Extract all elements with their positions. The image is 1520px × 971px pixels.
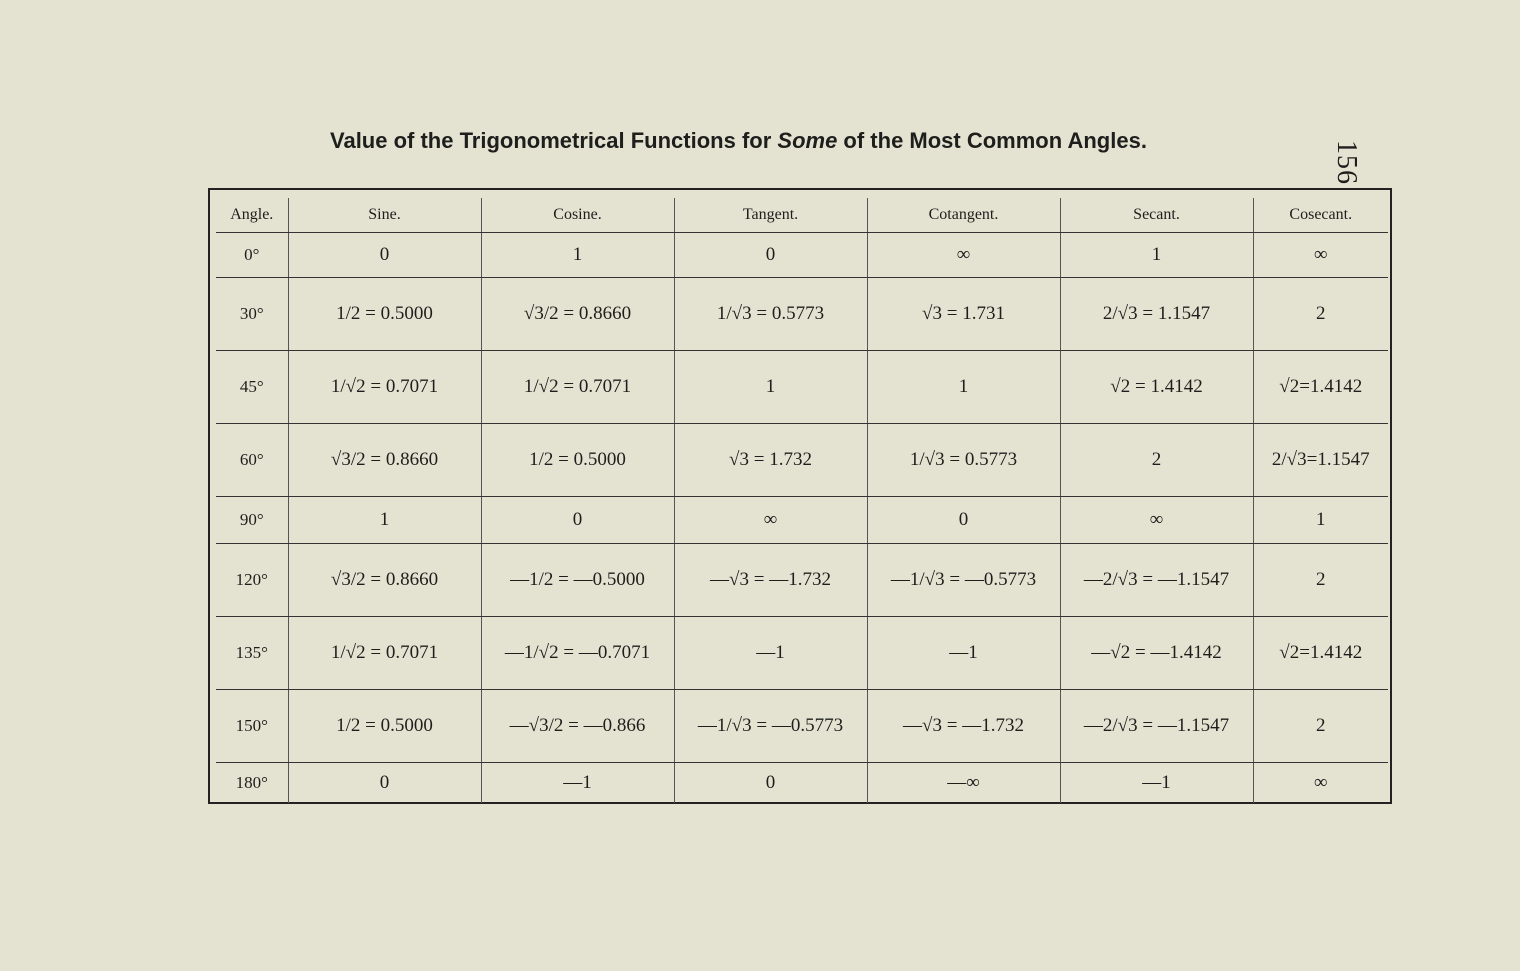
secant-cell: —√2 = —1.4142 bbox=[1060, 617, 1253, 690]
page-number: 156 bbox=[1331, 140, 1362, 185]
table-row bbox=[216, 763, 1388, 804]
angle-cell: 120° bbox=[216, 544, 288, 617]
cosecant-cell: 2/√3=1.1547 bbox=[1253, 424, 1388, 497]
table-row bbox=[216, 497, 1388, 544]
tangent-cell: —1 bbox=[674, 617, 867, 690]
angle-cell: 180° bbox=[216, 763, 288, 804]
tangent-cell: 1/√3 = 0.5773 bbox=[674, 278, 867, 351]
title-part-1: Value of the Trigonometrical Functions for bbox=[330, 128, 778, 153]
tangent-cell: ∞ bbox=[674, 497, 867, 544]
sine-cell: √3/2 = 0.8660 bbox=[288, 424, 481, 497]
cosecant-cell: 2 bbox=[1253, 690, 1388, 763]
cotangent-cell: —1 bbox=[867, 617, 1060, 690]
cosine-cell: 1 bbox=[481, 233, 674, 278]
tangent-cell: —1/√3 = —0.5773 bbox=[674, 690, 867, 763]
tangent-cell: 0 bbox=[674, 763, 867, 804]
secant-cell: √2 = 1.4142 bbox=[1060, 351, 1253, 424]
cosine-cell: —√3/2 = —0.866 bbox=[481, 690, 674, 763]
header-secant: Secant. bbox=[1060, 198, 1253, 233]
cotangent-cell: ∞ bbox=[867, 233, 1060, 278]
cosine-cell: —1/√2 = —0.7071 bbox=[481, 617, 674, 690]
sine-cell: 1/√2 = 0.7071 bbox=[288, 351, 481, 424]
cosecant-cell: 2 bbox=[1253, 278, 1388, 351]
sine-cell: 1 bbox=[288, 497, 481, 544]
cosecant-cell: ∞ bbox=[1313, 772, 1328, 793]
table-row bbox=[216, 690, 1388, 763]
sine-cell: 1/√2 = 0.7071 bbox=[288, 617, 481, 690]
sine-cell: 0 bbox=[288, 763, 481, 804]
title-part-3: of the Most Common Angles. bbox=[837, 128, 1147, 153]
cosecant-cell: √2=1.4142 bbox=[1253, 351, 1388, 424]
cosecant-cell: 1 bbox=[1253, 497, 1388, 544]
table-row bbox=[216, 617, 1388, 690]
angle-cell: 90° bbox=[216, 497, 288, 544]
table-row bbox=[216, 424, 1388, 497]
tangent-cell: —√3 = —1.732 bbox=[674, 544, 867, 617]
tangent-cell: √3 = 1.732 bbox=[674, 424, 867, 497]
cosine-cell: —1 bbox=[481, 763, 674, 804]
header-row bbox=[216, 198, 1388, 233]
cotangent-cell: —1/√3 = —0.5773 bbox=[867, 544, 1060, 617]
cotangent-cell: —√3 = —1.732 bbox=[867, 690, 1060, 763]
sine-cell: 0 bbox=[288, 233, 481, 278]
cotangent-cell: 1 bbox=[867, 351, 1060, 424]
cosine-cell: √3/2 = 0.8660 bbox=[481, 278, 674, 351]
secant-cell: —2/√3 = —1.1547 bbox=[1060, 690, 1253, 763]
sine-cell: 1/2 = 0.5000 bbox=[288, 278, 481, 351]
secant-cell: ∞ bbox=[1060, 497, 1253, 544]
tangent-cell: 0 bbox=[674, 233, 867, 278]
angle-cell: 0° bbox=[216, 233, 288, 278]
title-part-2: Some bbox=[777, 128, 838, 153]
header-cosecant: Cosecant. bbox=[1253, 198, 1388, 233]
header-angle: Angle. bbox=[216, 198, 288, 233]
cotangent-cell: —∞ bbox=[867, 763, 1060, 804]
table-row bbox=[216, 233, 1388, 278]
header-cosine: Cosine. bbox=[481, 198, 674, 233]
table-row bbox=[216, 278, 1388, 351]
secant-cell: —2/√3 = —1.1547 bbox=[1060, 544, 1253, 617]
table-row bbox=[216, 544, 1388, 617]
header-sine: Sine. bbox=[288, 198, 481, 233]
cosine-cell: —1/2 = —0.5000 bbox=[481, 544, 674, 617]
sine-cell: 1/2 = 0.5000 bbox=[288, 690, 481, 763]
header-tangent: Tangent. bbox=[674, 198, 867, 233]
secant-cell: 2/√3 = 1.1547 bbox=[1060, 278, 1253, 351]
cotangent-cell: 0 bbox=[867, 497, 1060, 544]
cosecant-cell: √2=1.4142 bbox=[1253, 617, 1388, 690]
tangent-cell: 1 bbox=[674, 351, 867, 424]
angle-cell: 150° bbox=[216, 690, 288, 763]
angle-cell: 60° bbox=[216, 424, 288, 497]
cotangent-cell: 1/√3 = 0.5773 bbox=[867, 424, 1060, 497]
trig-table-frame bbox=[208, 188, 1392, 804]
trig-functions-table bbox=[216, 198, 1388, 803]
cosecant-cell: 2 bbox=[1253, 544, 1388, 617]
secant-cell: —1 bbox=[1060, 763, 1253, 804]
angle-cell: 30° bbox=[216, 278, 288, 351]
cosine-cell: 1/2 = 0.5000 bbox=[481, 424, 674, 497]
cotangent-cell: √3 = 1.731 bbox=[867, 278, 1060, 351]
cosine-cell: 0 bbox=[481, 497, 674, 544]
angle-cell: 45° bbox=[216, 351, 288, 424]
sine-cell: √3/2 = 0.8660 bbox=[288, 544, 481, 617]
secant-cell: 1 bbox=[1060, 233, 1253, 278]
page-title bbox=[330, 128, 1290, 154]
table-row bbox=[216, 351, 1388, 424]
angle-cell: 135° bbox=[216, 617, 288, 690]
cosecant-cell: ∞ bbox=[1253, 233, 1388, 278]
header-cotangent: Cotangent. bbox=[867, 198, 1060, 233]
secant-cell: 2 bbox=[1060, 424, 1253, 497]
cosine-cell: 1/√2 = 0.7071 bbox=[481, 351, 674, 424]
